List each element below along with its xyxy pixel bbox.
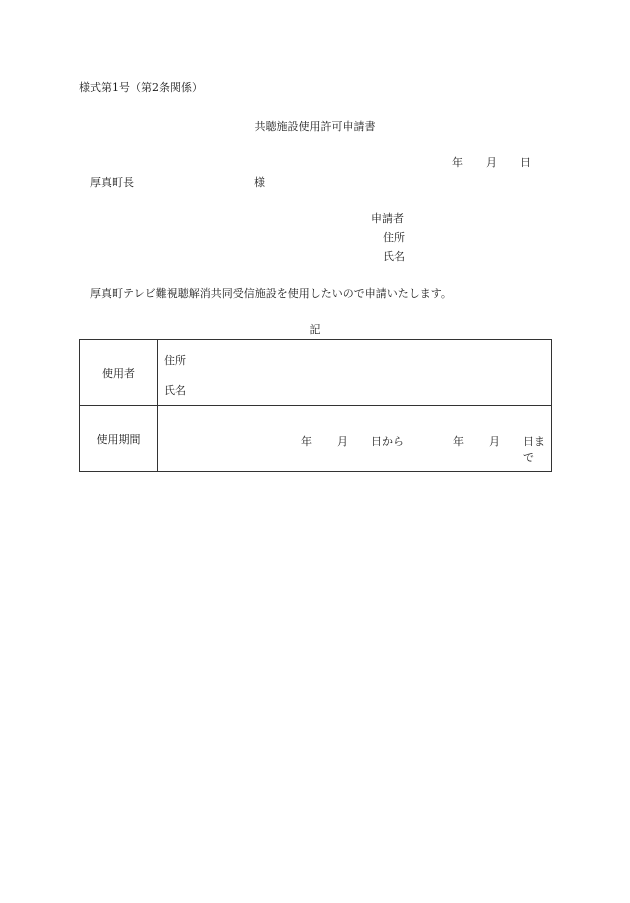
date-day-label: 日 (520, 156, 531, 169)
details-table (79, 339, 552, 472)
applicant-address-label: 住所 (383, 231, 405, 244)
period-end-day-label: 日まで (523, 435, 545, 464)
period-row (80, 406, 552, 472)
date-month-label: 月 (486, 156, 497, 169)
period-end-year-label: 年 (453, 435, 464, 448)
user-label: 使用者 (102, 366, 135, 380)
period-detail-cell (158, 406, 552, 472)
applicant-label: 申請者 (371, 212, 404, 225)
period-start-day-label: 日から (371, 435, 404, 448)
user-address-label: 住所 (164, 354, 186, 367)
period-label-cell (80, 406, 158, 472)
applicant-name-label: 氏名 (383, 250, 405, 263)
period-start-month-label: 月 (337, 435, 348, 448)
user-name-label: 氏名 (164, 384, 186, 397)
user-row (80, 340, 552, 406)
application-statement: 厚真町テレビ難視聴解消共同受信施設を使用したいので申請いたします。 (90, 287, 452, 300)
user-label-cell (80, 340, 158, 406)
period-label: 使用期間 (96, 432, 141, 446)
addressee-suffix: 様 (254, 176, 265, 189)
date-year-label: 年 (452, 156, 463, 169)
record-label: 記 (309, 323, 321, 336)
period-start-year-label: 年 (301, 435, 312, 448)
period-end-month-label: 月 (489, 435, 500, 448)
date-line (452, 157, 531, 168)
form-number: 様式第1号（第2条関係） (79, 81, 203, 94)
document-title: 共聴施設使用許可申請書 (254, 120, 376, 133)
user-detail-cell (158, 340, 552, 406)
addressee-name: 厚真町長 (90, 176, 134, 189)
